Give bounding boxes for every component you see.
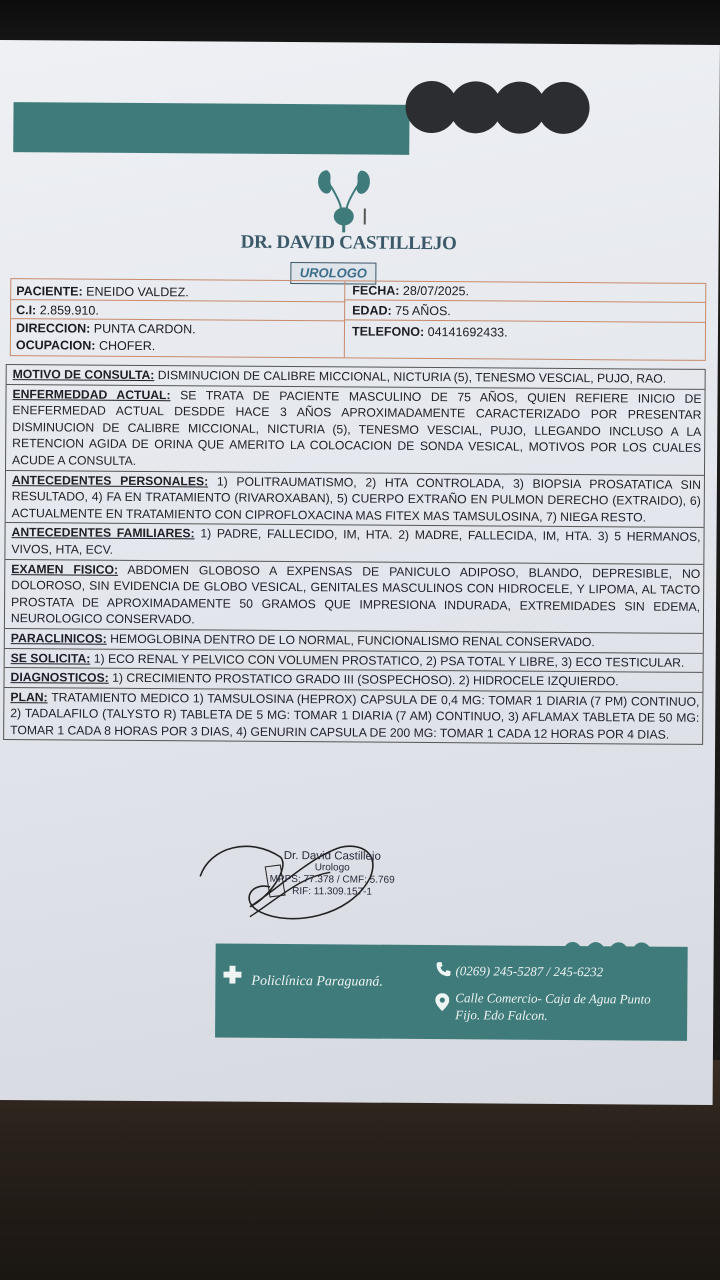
divider bbox=[345, 299, 705, 303]
fecha-field bbox=[352, 283, 469, 298]
divider bbox=[345, 319, 705, 323]
doctor-stamp bbox=[262, 850, 402, 899]
ocupacion-field bbox=[16, 338, 155, 353]
edad-label: EDAD: bbox=[352, 303, 392, 318]
examen-label: EXAMEN FISICO: bbox=[11, 561, 119, 577]
telefono-value: 04141692433. bbox=[427, 324, 508, 340]
patient-info-box bbox=[10, 278, 707, 361]
header-dots bbox=[413, 81, 589, 134]
clinic-name: Policlínica Paraguaná. bbox=[251, 973, 383, 990]
edad-value: 75 AÑOS. bbox=[395, 303, 451, 319]
clinic-phone: (0269) 245-5287 / 245-6232 bbox=[455, 963, 604, 980]
footer-banner bbox=[215, 944, 688, 1041]
personales-label: ANTECEDENTES PERSONALES: bbox=[11, 472, 209, 489]
ci-label: C.I: bbox=[16, 303, 37, 318]
examen-text: ABDOMEN GLOBOSO A EXPENSAS DE PANICULO ADIPOSO, BLANDO, DEPRESIBLE, NO DOLOROSO, SIN EVIDENCIA DE GLOBO VESICAL, GENITALES MASCULINOS CON HIDROCELE, Y LIPOMA, AL TACTO PROSTATA DE APROXIMADAMENTE 50 GRAMOS QUE IMPRESIONA INDURADA, EXTREMIDADES SIN EDEMA, NEUROLOGICO CONSERVADO. bbox=[10, 562, 701, 627]
familiares-section bbox=[5, 523, 703, 564]
ocupacion-label: OCUPACION: bbox=[15, 338, 96, 353]
plan-section bbox=[4, 688, 702, 745]
paciente-value: ENEIDO VALDEZ. bbox=[86, 284, 189, 300]
direccion-label: DIRECCION: bbox=[15, 321, 91, 336]
fecha-label: FECHA: bbox=[352, 283, 400, 298]
motivo-label: MOTIVO DE CONSULTA: bbox=[12, 367, 155, 383]
kidney-logo-icon bbox=[313, 164, 375, 234]
ocupacion-value: CHOFER. bbox=[98, 338, 156, 354]
enfermedad-text: SE TRATA DE PACIENTE MASCULINO DE 75 AÑOS, QUIEN REFIERE INICIO DE ENEFERMEDAD ACTUAL DESDDE HACE 3 AÑOS APROXIMADAMENTE CARACTERIZADO POR PRESENTAR DISMINUCION DE CALIBRE MICCIONAL, NICTURIA (5), TENESMO VESCIAL, PUJO, LLEGANDO INCLUSO A LA RETENCION AGIDA DE ORINA QUE AMERITO LA COLOCACION DE SONDA VESICAL, MOTIVOS POR LOS CUALES ACUDE A CONSULTA. bbox=[12, 387, 702, 468]
personales-section bbox=[6, 471, 704, 529]
personales-text: 1) POLITRAUMATISMO, 2) HTA CONTROLADA, 3) BIOPSIA PROSATATICA SIN RESULTADO, 4) FA EN TRATAMIENTO (RIVAROXABAN), 5) CUERPO EXTRAÑO EN PULMON DERECHO (EXTRAIDO), 6) ACTUALMENTE EN TRATAMIENTO CON CIPROFLOXACINA MAS FITEX MAS TAMSULOSINA, 7) NIEGA RESTO. bbox=[11, 474, 701, 525]
diagnosticos-text: 1) CRECIMIENTO PROSTATICO GRADO III (SOSPECHOSO). 2) HIDROCELE IZQUIERDO. bbox=[112, 670, 619, 689]
stamp-name: Dr. David Castillejo bbox=[283, 850, 381, 863]
phone-icon bbox=[435, 961, 451, 977]
plan-label: PLAN: bbox=[10, 689, 48, 705]
enfermedad-label: ENFERMEDDAD ACTUAL: bbox=[12, 386, 171, 402]
divider bbox=[11, 299, 345, 302]
doctor-name: DR. DAVID CASTILLEJO bbox=[240, 231, 457, 255]
clinical-sections bbox=[3, 364, 706, 745]
medical-cross-icon bbox=[223, 966, 241, 984]
diagnosticos-label: DIAGNOSTICOS: bbox=[10, 670, 109, 685]
solicita-text: 1) ECO RENAL Y PELVICO CON VOLUMEN PROSTATICO, 2) PSA TOTAL Y LIBRE, 3) ECO TESTICULAR. bbox=[93, 651, 685, 670]
edad-field bbox=[352, 303, 451, 318]
familiares-label: ANTECEDENTES FAMILIARES: bbox=[11, 525, 195, 541]
paciente-field bbox=[16, 284, 189, 299]
paraclinicos-label: PARACLINICOS: bbox=[10, 630, 107, 646]
stamp-rif: RIF: 11.309.157-1 bbox=[292, 886, 373, 898]
ci-value: 2.859.910. bbox=[39, 303, 99, 318]
location-pin-icon bbox=[435, 993, 449, 1011]
telefono-label: TELEFONO: bbox=[351, 324, 425, 339]
specialty-badge: UROLOGO bbox=[290, 262, 376, 285]
fecha-value: 28/07/2025. bbox=[402, 283, 470, 299]
enfermedad-section bbox=[6, 385, 705, 476]
stamp-specialty: Urologo bbox=[314, 862, 350, 874]
direccion-field bbox=[16, 321, 196, 336]
header-teal-bar bbox=[13, 102, 409, 155]
clinic-address: Calle Comercio- Caja de Agua Punto Fijo. Edo Falcon. bbox=[455, 990, 651, 1023]
telefono-field bbox=[352, 324, 508, 339]
motivo-text: DISMINUCION DE CALIBRE MICCIONAL, NICTURIA (5), TENESMO VESCIAL, PUJO, RAO. bbox=[157, 368, 667, 386]
paraclinicos-text: HEMOGLOBINA DENTRO DE LO NORMAL, FUNCIONALISMO RENAL CONSERVADO. bbox=[110, 631, 595, 650]
header-dot bbox=[537, 82, 589, 134]
plan-text: TRATAMIENTO MEDICO 1) TAMSULOSINA (HEPROX) CAPSULA DE 0,4 MG: TOMAR 1 DIARIA (7 PM) CONTINUO, 2) TADALAFILO (TALYSTO R) TABLETA DE 5 MG: TOMAR 1 DIARIA (7 AM) CONTINUO, 3) AFLAMAX TABLETA DE 50 MG: TOMAR 1 CADA 8 HORAS POR 3 DIAS, 4) GENURIN CAPSULA DE 200 MG: TOMAR 1 CADA 12 HORAS POR 4 DIAS. bbox=[10, 690, 700, 742]
examen-section bbox=[5, 560, 703, 634]
stamp-registration: MPPS: 77.378 / CMF: 5.769 bbox=[269, 873, 395, 886]
direccion-value: PUNTA CARDON. bbox=[93, 321, 196, 337]
medical-report-page bbox=[0, 40, 720, 1105]
paciente-label: PACIENTE: bbox=[16, 284, 83, 299]
familiares-text: 1) PADRE, FALLECIDO, IM, HTA. 2) MADRE, FALLECIDA, IM, HTA. 3) 5 HERMANOS, VIVOS, HTA, ECV. bbox=[11, 526, 701, 557]
ci-field bbox=[16, 303, 99, 318]
solicita-label: SE SOLICITA: bbox=[10, 650, 91, 666]
